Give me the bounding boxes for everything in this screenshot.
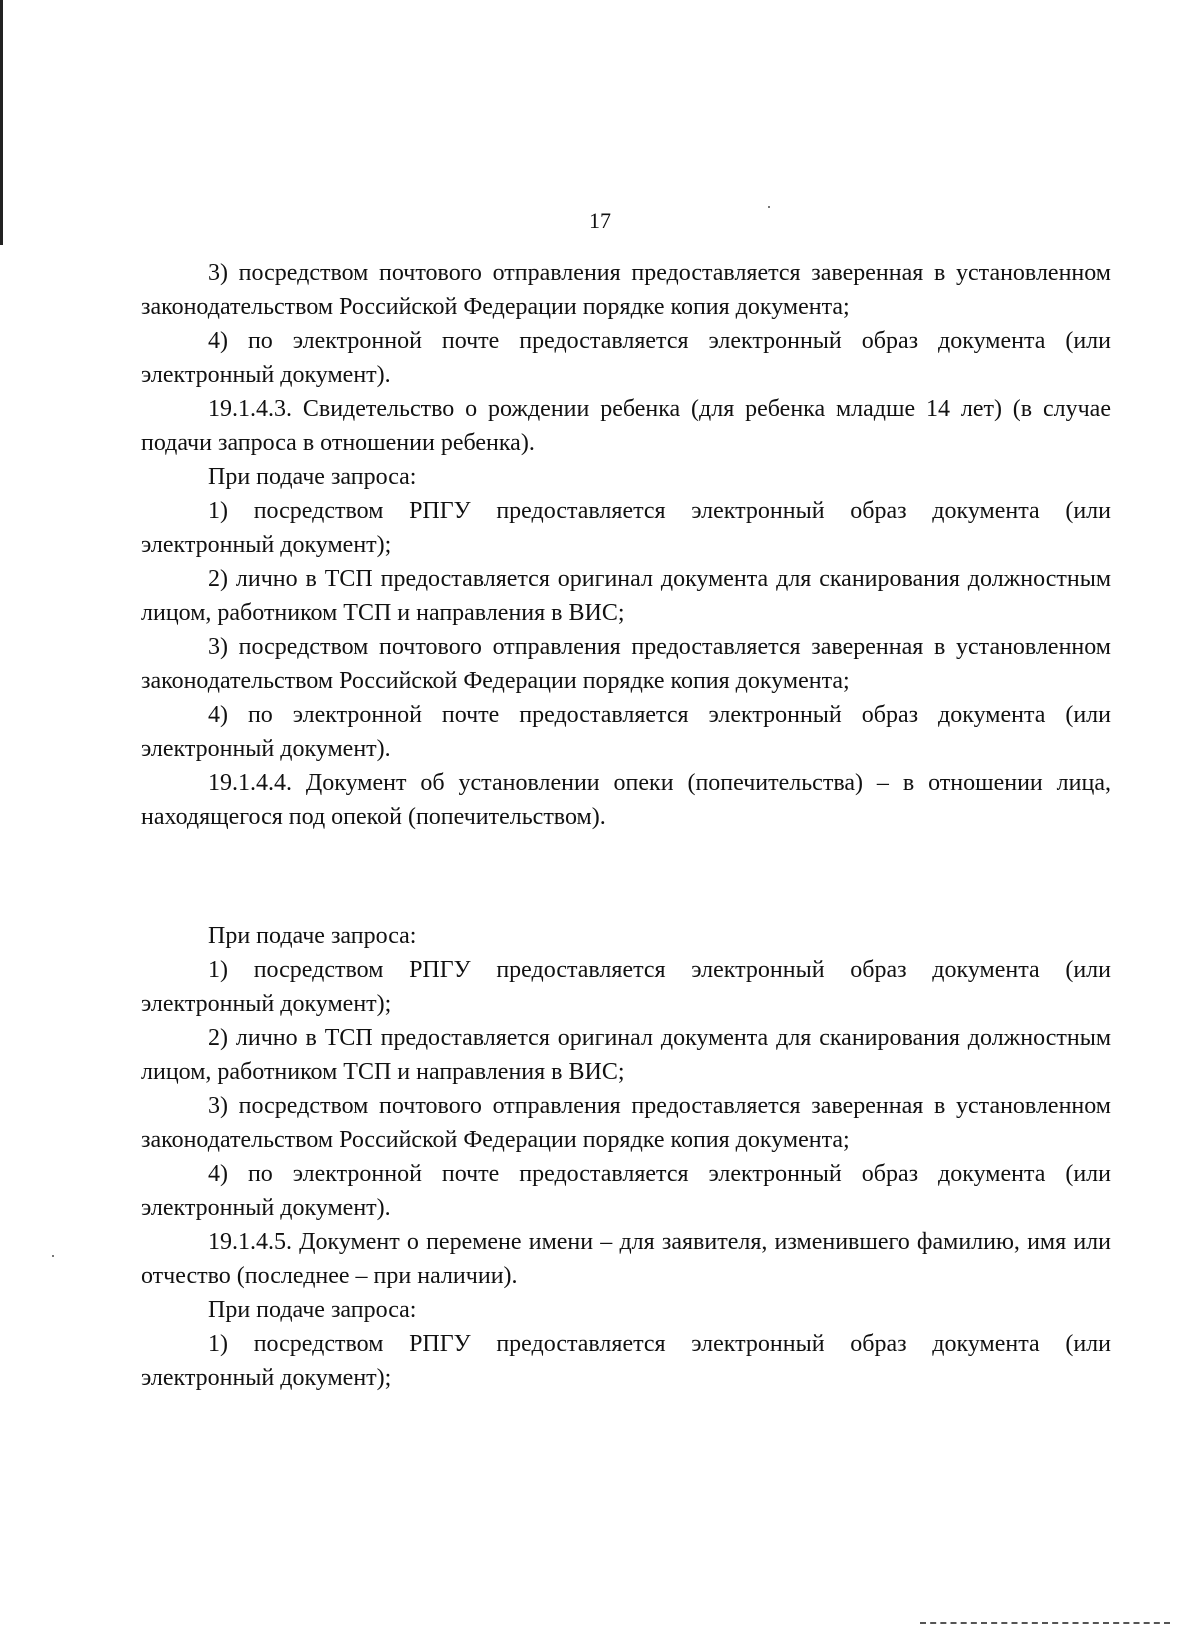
paragraph: 3) посредством почтового отправления предоставляется заверенная в установленном законодательством Российской Федерации порядке копия документа; (141, 634, 1111, 694)
paragraph: 1) посредством РПГУ предоставляется электронный образ документа (или электронный документ); (141, 1331, 1111, 1391)
paragraph: 4) по электронной почте предоставляется электронный образ документа (или электронный документ). (141, 702, 1111, 762)
page-number: 17 (589, 208, 611, 233)
paragraph: 19.1.4.4. Документ об установлении опеки (попечительства) – в отношении лица, находящегося под опекой (попечительством). (141, 770, 1111, 830)
paragraph: 4) по электронной почте предоставляется электронный образ документа (или электронный документ). (141, 328, 1111, 388)
blank-space (141, 834, 1111, 919)
paragraph: 4) по электронной почте предоставляется электронный образ документа (или электронный документ). (141, 1161, 1111, 1221)
paragraph: 3) посредством почтового отправления предоставляется заверенная в установленном законодательством Российской Федерации порядке копия документа; (141, 260, 1111, 320)
paragraph: 2) лично в ТСП предоставляется оригинал документа для сканирования должностным лицом, работником ТСП и направления в ВИС; (141, 1025, 1111, 1085)
scan-bottom-artifact (920, 1622, 1170, 1626)
paragraph: При подаче запроса: (208, 1297, 417, 1323)
paragraph: 1) посредством РПГУ предоставляется электронный образ документа (или электронный документ); (141, 498, 1111, 558)
paragraph: 19.1.4.5. Документ о перемене имени – для заявителя, изменившего фамилию, имя или отчество (последнее – при наличии). (141, 1229, 1111, 1289)
paragraph: 19.1.4.3. Свидетельство о рождении ребенка (для ребенка младше 14 лет) (в случае подачи запроса в отношении ребенка). (141, 396, 1111, 456)
scan-speck (52, 1255, 54, 1257)
paragraph: При подаче запроса: (208, 923, 417, 949)
paragraph: 3) посредством почтового отправления предоставляется заверенная в установленном законодательством Российской Федерации порядке копия документа; (141, 1093, 1111, 1153)
document-body (141, 256, 1111, 1395)
paragraph: При подаче запроса: (208, 464, 417, 490)
paragraph: 2) лично в ТСП предоставляется оригинал документа для сканирования должностным лицом, работником ТСП и направления в ВИС; (141, 566, 1111, 626)
paragraph: 1) посредством РПГУ предоставляется электронный образ документа (или электронный документ); (141, 957, 1111, 1017)
